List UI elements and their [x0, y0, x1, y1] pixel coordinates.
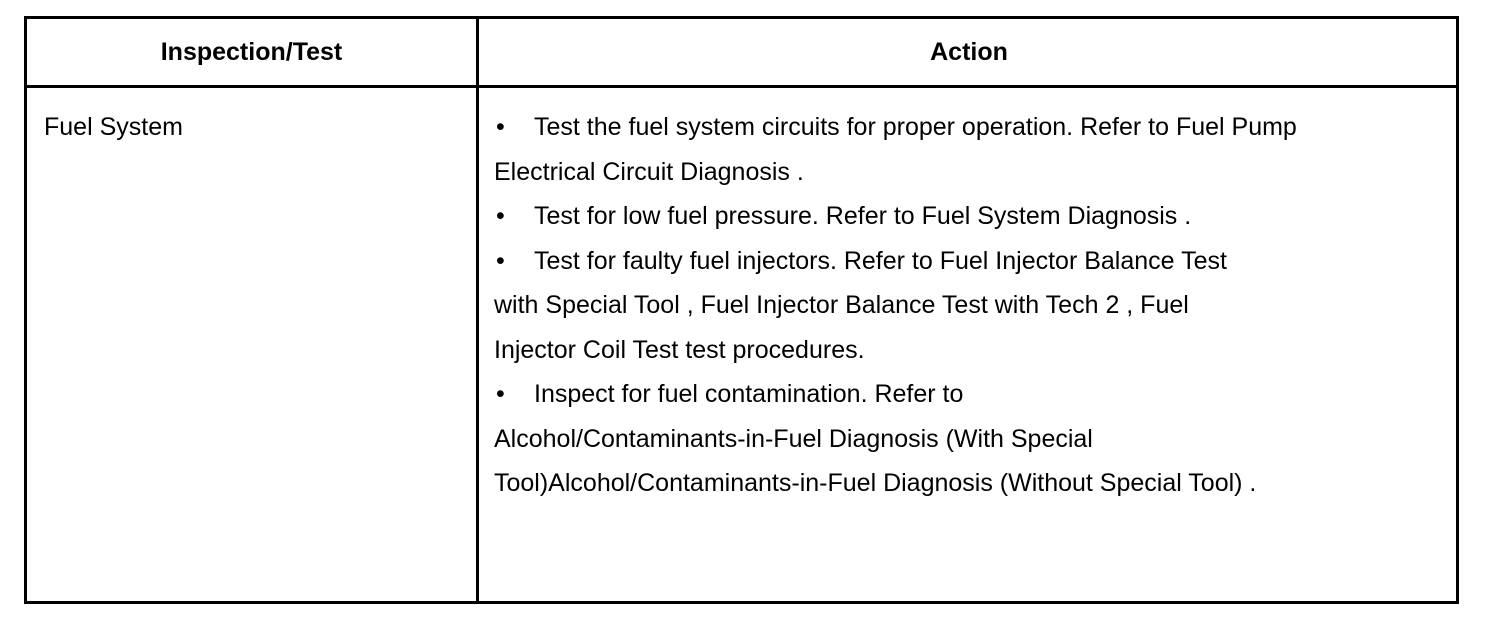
bullet-icon: •: [496, 380, 505, 408]
header-action: Action: [930, 37, 1008, 66]
action-line: [494, 105, 1449, 150]
header-inspection-test: Inspection/Test: [160, 37, 343, 66]
action-line: with Special Tool , Fuel Injector Balance Test with Tech 2 , Fuel: [494, 291, 1189, 319]
action-line: Alcohol/Contaminants-in-Fuel Diagnosis (With Special: [494, 424, 1093, 453]
bullet-icon: •: [496, 202, 505, 230]
action-line: [494, 239, 1449, 284]
bullet-icon: •: [496, 113, 505, 141]
action-line: [494, 372, 1449, 417]
action-text: Test for low fuel pressure. Refer to Fuel System Diagnosis .: [534, 202, 1192, 230]
action-item: [494, 239, 1449, 373]
column-divider: [476, 19, 479, 601]
action-text: Inspect for fuel contamination. Refer to: [534, 380, 964, 408]
diagnostic-table: [24, 16, 1459, 604]
action-item: [494, 194, 1449, 239]
inspection-cell: Fuel System: [44, 113, 183, 141]
bullet-icon: •: [496, 246, 505, 275]
action-line: Tool)Alcohol/Contaminants-in-Fuel Diagnosis (Without Special Tool) .: [494, 469, 1257, 497]
action-text: Test for faulty fuel injectors. Refer to Fuel Injector Balance Test: [534, 246, 1227, 275]
action-line: [494, 194, 1449, 239]
header-divider: [27, 85, 1456, 88]
action-line: Injector Coil Test test procedures.: [494, 335, 865, 364]
action-item: [494, 105, 1449, 194]
action-cell: [494, 105, 1449, 506]
action-text: Test the fuel system circuits for proper operation. Refer to Fuel Pump: [534, 113, 1297, 141]
action-item: [494, 372, 1449, 506]
action-line: Electrical Circuit Diagnosis .: [494, 157, 804, 186]
